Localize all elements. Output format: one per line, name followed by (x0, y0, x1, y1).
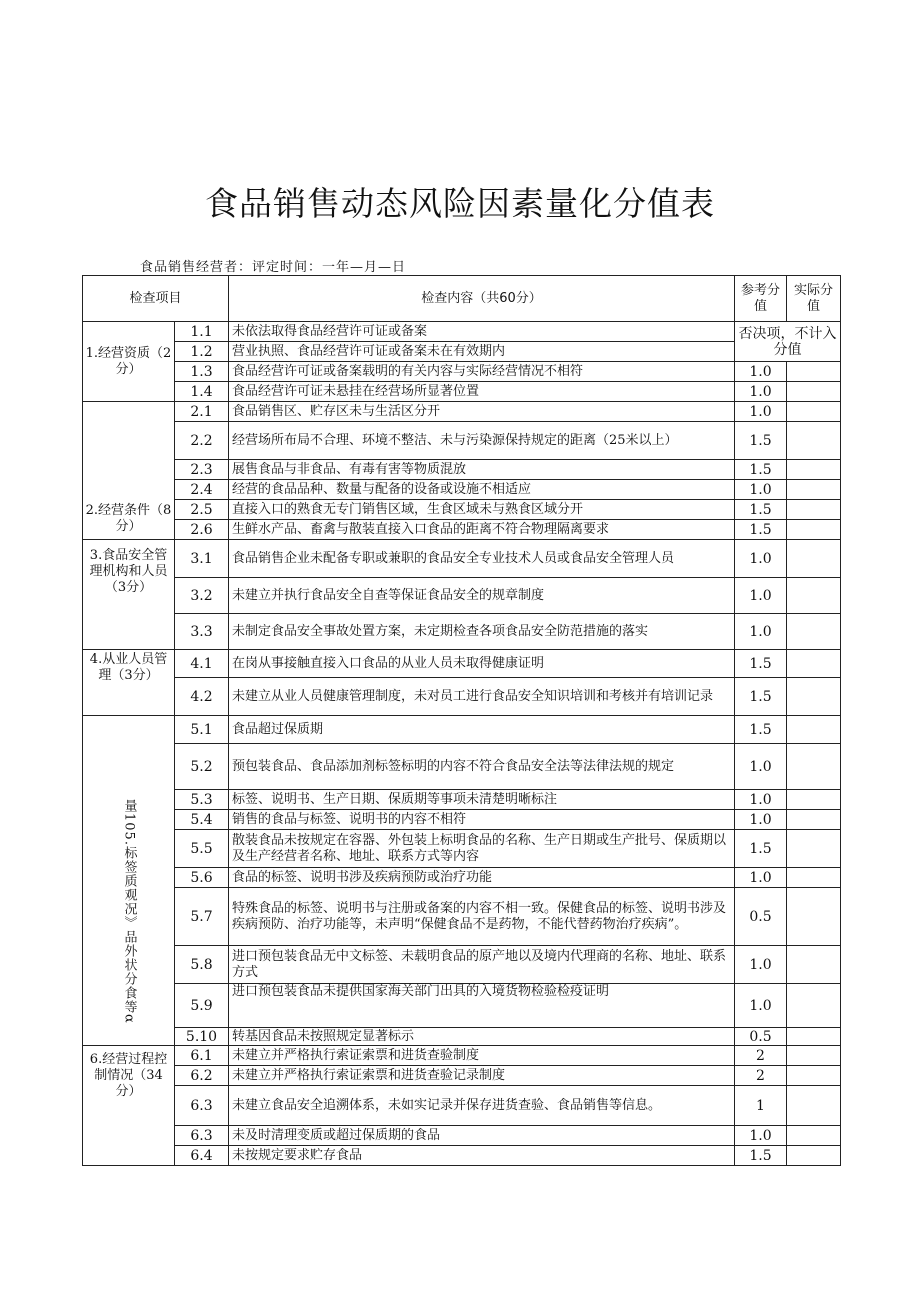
item-number: 2.6 (175, 520, 229, 540)
actual-score-cell[interactable] (787, 1066, 841, 1086)
item-content: 未建立从业人员健康管理制度，未对员工进行食品安全知识培训和考核并有培训记录 (229, 678, 735, 716)
item-number: 6.3 (175, 1086, 229, 1126)
ref-score: 1 (735, 1086, 787, 1126)
item-number: 2.3 (175, 460, 229, 480)
item-content: 销售的食品与标签、说明书的内容不相符 (229, 810, 735, 830)
item-number: 4.1 (175, 650, 229, 678)
item-number: 1.4 (175, 382, 229, 402)
group-label (83, 716, 175, 1046)
ref-score: 0.5 (735, 888, 787, 946)
header-actual-score: 实际分值 (787, 276, 841, 322)
item-content: 未制定食品安全事故处置方案，未定期检查各项食品安全防范措施的落实 (229, 614, 735, 650)
ref-score: 1.5 (735, 460, 787, 480)
ref-score: 1.5 (735, 830, 787, 868)
item-number: 5.9 (175, 984, 229, 1028)
item-content: 食品销售区、贮存区未与生活区分开 (229, 402, 735, 422)
actual-score-cell[interactable] (787, 888, 841, 946)
item-content: 散装食品未按规定在容器、外包装上标明食品的名称、生产日期或生产批号、保质期以及生产经营者名称、地址、联系方式等内容 (229, 830, 735, 868)
item-content: 未按规定要求贮存食品 (229, 1146, 735, 1166)
item-content: 未及时清理变质或超过保质期的食品 (229, 1126, 735, 1146)
item-number: 2.2 (175, 422, 229, 460)
item-content: 预包装食品、食品添加剂标签标明的内容不符合食品安全法等法律法规的规定 (229, 744, 735, 790)
item-number: 5.6 (175, 868, 229, 888)
actual-score-cell[interactable] (787, 678, 841, 716)
ref-score: 1.5 (735, 520, 787, 540)
actual-score-cell[interactable] (787, 540, 841, 578)
actual-score-cell[interactable] (787, 790, 841, 810)
actual-score-cell[interactable] (787, 460, 841, 480)
item-content: 未依法取得食品经营许可证或备案 (229, 322, 735, 342)
actual-score-cell[interactable] (787, 650, 841, 678)
ref-score: 1.5 (735, 1146, 787, 1166)
item-number: 2.5 (175, 500, 229, 520)
actual-score-cell[interactable] (787, 984, 841, 1028)
item-content: 食品经营许可证未悬挂在经营场所显著位置 (229, 382, 735, 402)
ref-score: 1.5 (735, 716, 787, 744)
item-number: 1.1 (175, 322, 229, 342)
ref-score: 1.0 (735, 540, 787, 578)
item-number: 5.2 (175, 744, 229, 790)
item-number: 5.1 (175, 716, 229, 744)
item-number: 5.4 (175, 810, 229, 830)
actual-score-cell[interactable] (787, 744, 841, 790)
actual-score-cell[interactable] (787, 500, 841, 520)
header-content: 检查内容（共60分） (229, 276, 735, 322)
group-label-text: 量105.标签质观况》品外状分食等α (121, 798, 137, 1024)
ref-score: 1.0 (735, 946, 787, 984)
ref-score: 1.0 (735, 1126, 787, 1146)
item-content: 直接入口的熟食无专门销售区域，生食区域未与熟食区域分开 (229, 500, 735, 520)
item-number: 6.3 (175, 1126, 229, 1146)
ref-score: 1.0 (735, 810, 787, 830)
ref-score: 1.5 (735, 422, 787, 460)
ref-score: 1.0 (735, 744, 787, 790)
item-number: 6.1 (175, 1046, 229, 1066)
group-label: 6.经营过程控制情况（34分） (83, 1046, 175, 1166)
actual-score-cell[interactable] (787, 1028, 841, 1046)
risk-score-table (82, 275, 841, 1166)
actual-score-cell[interactable] (787, 1086, 841, 1126)
actual-score-cell[interactable] (787, 614, 841, 650)
header-ref-score: 参考分值 (735, 276, 787, 322)
item-content: 进口预包装食品未提供国家海关部门出具的入境货物检验检疫证明 (229, 984, 735, 1028)
ref-score: 1.5 (735, 650, 787, 678)
ref-score: 0.5 (735, 1028, 787, 1046)
actual-score-cell[interactable] (787, 1146, 841, 1166)
item-number: 6.4 (175, 1146, 229, 1166)
item-number: 5.8 (175, 946, 229, 984)
item-content: 特殊食品的标签、说明书与注册或备案的内容不相一致。保健食品的标签、说明书涉及疾病预防、治疗功能等，未声明“保健食品不是药物，不能代替药物治疗疾病”。 (229, 888, 735, 946)
group-label: 4.从业人员管理（3分） (83, 650, 175, 716)
item-number: 3.1 (175, 540, 229, 578)
ref-score: 1.0 (735, 578, 787, 614)
group-label: 3.食品安全管理机构和人员（3分） (83, 540, 175, 650)
ref-score: 1.0 (735, 382, 787, 402)
actual-score-cell[interactable] (787, 716, 841, 744)
item-number: 3.2 (175, 578, 229, 614)
ref-score: 1.5 (735, 500, 787, 520)
ref-score: 1.0 (735, 614, 787, 650)
actual-score-cell[interactable] (787, 382, 841, 402)
item-content: 未建立并严格执行索证索票和进货查验制度 (229, 1046, 735, 1066)
item-number: 5.3 (175, 790, 229, 810)
veto-note: 否决项，不计入分值 (735, 322, 841, 362)
group-label: 1.经营资质（2分） (83, 322, 175, 402)
actual-score-cell[interactable] (787, 1126, 841, 1146)
item-number: 2.4 (175, 480, 229, 500)
ref-score: 1.5 (735, 678, 787, 716)
actual-score-cell[interactable] (787, 422, 841, 460)
page-title: 食品销售动态风险因素量化分值表 (205, 184, 715, 223)
item-content: 营业执照、食品经营许可证或备案未在有效期内 (229, 342, 735, 362)
actual-score-cell[interactable] (787, 480, 841, 500)
item-content: 在岗从事接触直接入口食品的从业人员未取得健康证明 (229, 650, 735, 678)
ref-score: 1.0 (735, 790, 787, 810)
item-number: 2.1 (175, 402, 229, 422)
item-content: 标签、说明书、生产日期、保质期等事项未清楚明晰标注 (229, 790, 735, 810)
actual-score-cell[interactable] (787, 868, 841, 888)
actual-score-cell[interactable] (787, 578, 841, 614)
ref-score: 1.0 (735, 362, 787, 382)
item-content: 转基因食品未按照规定显著标示 (229, 1028, 735, 1046)
item-content: 食品的标签、说明书涉及疾病预防或治疗功能 (229, 868, 735, 888)
item-number: 6.2 (175, 1066, 229, 1086)
group-label: 2.经营条件（8分） (83, 402, 175, 540)
ref-score: 1.0 (735, 402, 787, 422)
item-number: 3.3 (175, 614, 229, 650)
ref-score: 2 (735, 1046, 787, 1066)
ref-score: 1.0 (735, 984, 787, 1028)
item-number: 5.7 (175, 888, 229, 946)
evaluation-info: 食品销售经营者：评定时间：一年—月—日 (140, 260, 407, 275)
item-content: 未建立并执行食品安全自查等保证食品安全的规章制度 (229, 578, 735, 614)
actual-score-cell[interactable] (787, 362, 841, 382)
item-number: 1.2 (175, 342, 229, 362)
actual-score-cell[interactable] (787, 402, 841, 422)
item-number: 5.10 (175, 1028, 229, 1046)
item-number: 5.5 (175, 830, 229, 868)
actual-score-cell[interactable] (787, 946, 841, 984)
item-number: 1.3 (175, 362, 229, 382)
item-content: 经营的食品品种、数量与配备的设备或设施不相适应 (229, 480, 735, 500)
header-item: 检查项目 (83, 276, 229, 322)
item-content: 进口预包装食品无中文标签、未载明食品的原产地以及境内代理商的名称、地址、联系方式 (229, 946, 735, 984)
ref-score: 2 (735, 1066, 787, 1086)
actual-score-cell[interactable] (787, 1046, 841, 1066)
item-number: 4.2 (175, 678, 229, 716)
item-content: 未建立食品安全追溯体系，未如实记录并保存进货查验、食品销售等信息。 (229, 1086, 735, 1126)
item-content: 未建立并严格执行索证索票和进货查验记录制度 (229, 1066, 735, 1086)
actual-score-cell[interactable] (787, 830, 841, 868)
actual-score-cell[interactable] (787, 520, 841, 540)
item-content: 经营场所布局不合理、环境不整洁、未与污染源保持规定的距离（25米以上） (229, 422, 735, 460)
actual-score-cell[interactable] (787, 810, 841, 830)
item-content: 食品销售企业未配备专职或兼职的食品安全专业技术人员或食品安全管理人员 (229, 540, 735, 578)
item-content: 生鲜水产品、畜禽与散装直接入口食品的距离不符合物理隔离要求 (229, 520, 735, 540)
item-content: 食品超过保质期 (229, 716, 735, 744)
ref-score: 1.0 (735, 868, 787, 888)
ref-score: 1.0 (735, 480, 787, 500)
item-content: 展售食品与非食品、有毒有害等物质混放 (229, 460, 735, 480)
item-content: 食品经营许可证或备案载明的有关内容与实际经营情况不相符 (229, 362, 735, 382)
